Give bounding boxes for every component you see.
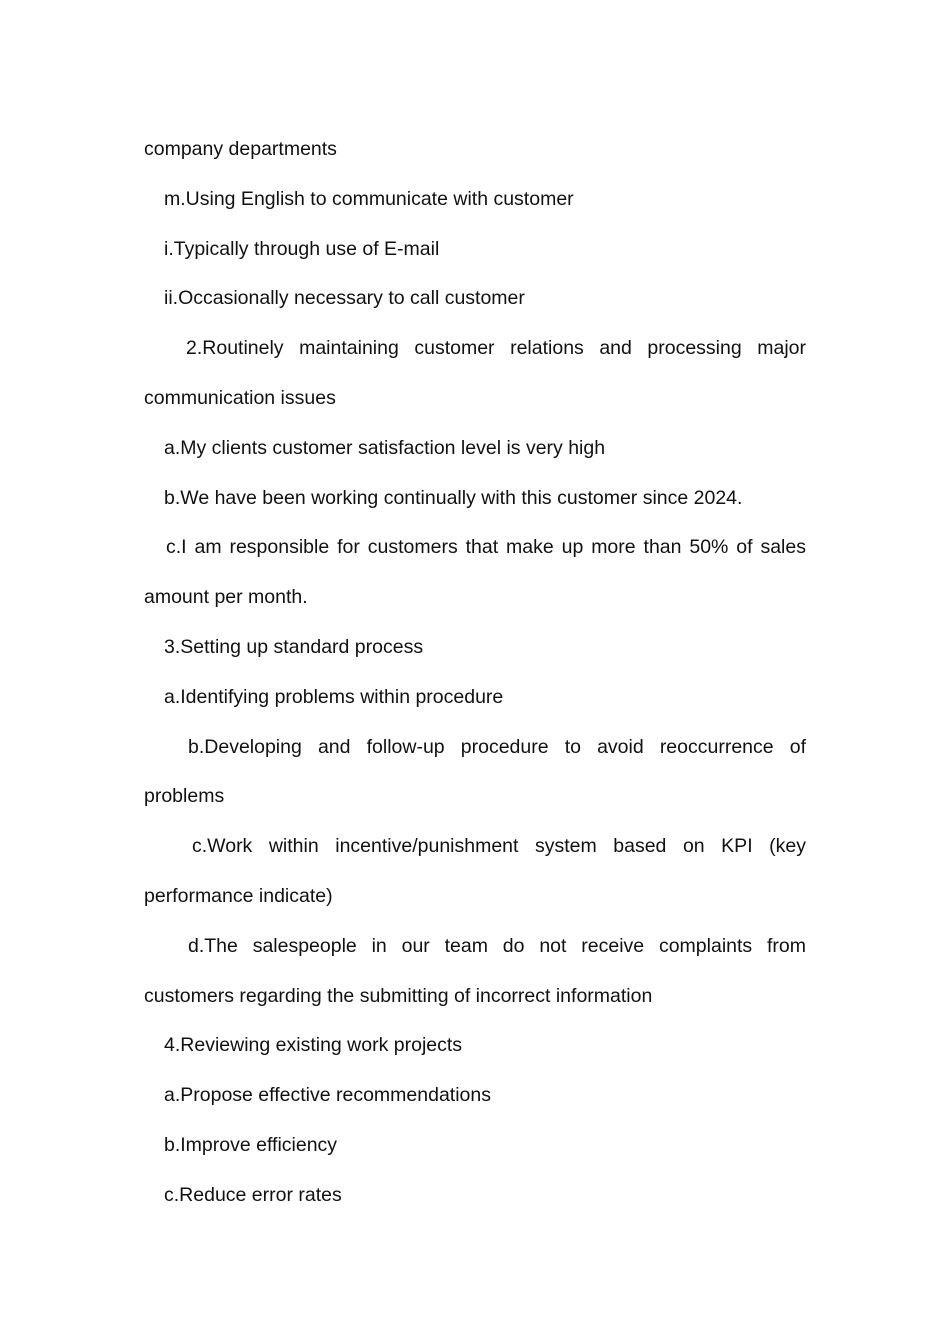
text-line: customers regarding the submitting of incorrect information — [144, 984, 653, 1007]
list-item: d.The salespeople in our team do not receive complaints from — [188, 934, 806, 957]
list-item: b.We have been working continually with this customer since 2024. — [164, 486, 743, 509]
list-item: c.Reduce error rates — [164, 1183, 342, 1206]
list-item: a.My clients customer satisfaction level is very high — [164, 436, 606, 459]
list-item: a.Propose effective recommendations — [164, 1084, 491, 1107]
text-line: performance indicate) — [144, 884, 333, 907]
text-line: problems — [144, 785, 225, 808]
list-item: c.Work within incentive/punishment system based on KPI (key — [192, 835, 806, 858]
text-line: amount per month. — [144, 586, 308, 609]
section-heading: 3.Setting up standard process — [164, 635, 424, 658]
text-line: company departments — [144, 138, 337, 160]
text-line: communication issues — [144, 386, 336, 409]
list-item: i.Typically through use of E-mail — [164, 237, 440, 260]
list-item: 2.Routinely maintaining customer relations and processing major — [186, 337, 806, 360]
section-heading: 4.Reviewing existing work projects — [164, 1034, 463, 1057]
list-item: m.Using English to communicate with customer — [164, 187, 574, 210]
list-item: b.Developing and follow-up procedure to avoid reoccurrence of — [188, 735, 806, 758]
list-item: c.I am responsible for customers that make up more than 50% of sales — [166, 536, 806, 559]
list-item: b.Improve efficiency — [164, 1133, 338, 1156]
list-item: a.Identifying problems within procedure — [164, 685, 504, 708]
list-item: ii.Occasionally necessary to call customer — [164, 287, 525, 310]
document-body — [144, 125, 806, 1221]
